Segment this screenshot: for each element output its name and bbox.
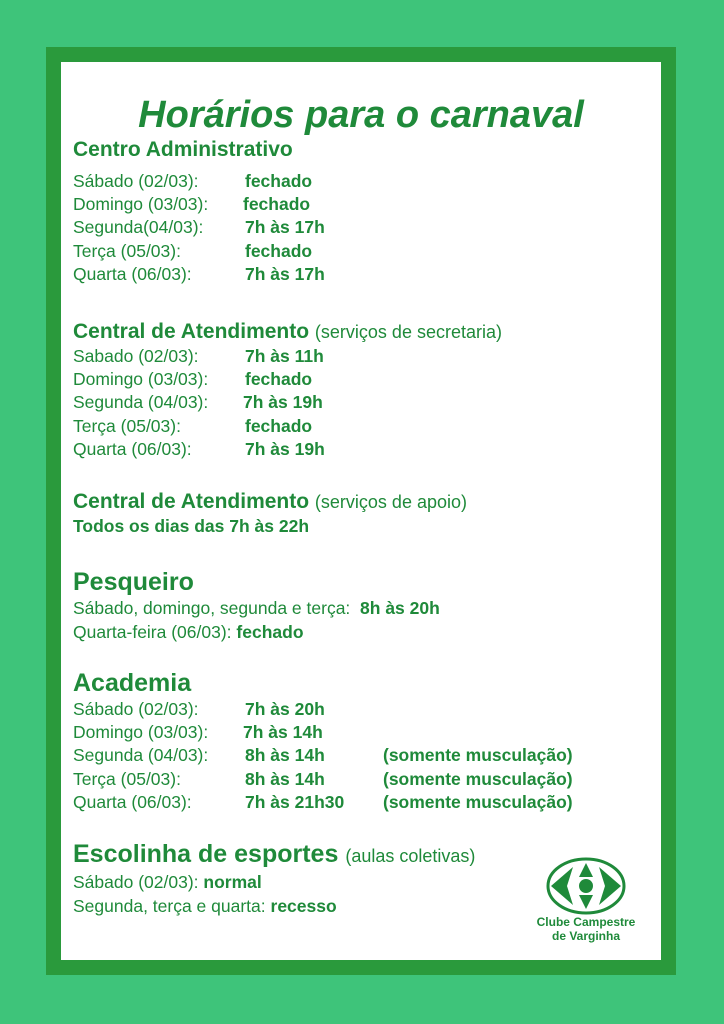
section-heading: Academia — [73, 669, 192, 697]
note-value: (somente musculação) — [383, 745, 573, 766]
section-heading-text: Central de Atendimento — [73, 490, 310, 513]
hours-value: 7h às 14h — [243, 722, 323, 743]
schedule-line: Todos os dias das 7h às 22h — [73, 516, 310, 536]
schedule-row — [73, 768, 653, 791]
hours-value: 7h às 17h — [245, 263, 325, 284]
day-label: Segunda, terça e quarta: — [73, 895, 266, 916]
schedule-row — [73, 368, 653, 391]
day-label: Sábado (02/03): — [73, 699, 199, 719]
day-label: Sábado, domingo, segunda e terça: — [73, 598, 351, 618]
hours-value: 8h às 14h — [245, 768, 325, 789]
day-label: Sábado (02/03): — [73, 872, 199, 892]
schedule-row — [73, 721, 653, 744]
logo-text-line2: de Varginha — [551, 929, 621, 943]
poster-panel — [61, 62, 661, 960]
day-label: Quarta (06/03): — [73, 438, 192, 459]
schedule-row — [73, 415, 653, 438]
hours-value: fechado — [245, 369, 313, 390]
section-note: (aulas coletivas) — [345, 846, 476, 866]
schedule-row — [73, 791, 653, 814]
note-value: (somente musculação) — [383, 768, 573, 789]
schedule-row — [73, 438, 653, 461]
section-heading-text: Escolinha de esportes — [73, 840, 339, 868]
hours-value: fechado — [236, 621, 304, 642]
logo-text-line1: Clube Campestre — [536, 915, 636, 929]
club-emblem-icon — [545, 857, 627, 915]
schedule-row — [73, 170, 653, 193]
hours-value: 7h às 19h — [243, 392, 323, 413]
section-note: (serviços de secretaria) — [314, 322, 502, 342]
hours-value: 7h às 20h — [245, 699, 325, 719]
schedule-row — [73, 216, 653, 239]
section-pesqueiro — [73, 567, 653, 644]
day-label: Quarta-feira (06/03): — [73, 621, 232, 642]
poster-title: Horários para o carnaval — [138, 94, 584, 136]
hours-value: 8h às 14h — [245, 745, 325, 766]
section-heading: Pesqueiro — [73, 568, 194, 596]
section-heading — [73, 319, 653, 345]
section-central-apoio — [73, 489, 653, 539]
hours-value: 8h às 20h — [360, 598, 440, 618]
day-label: Domingo (03/03): — [73, 722, 209, 743]
day-label: Segunda (04/03): — [73, 745, 209, 766]
day-label: Sábado (02/03): — [73, 171, 199, 191]
schedule-row — [73, 698, 653, 721]
hours-value: 7h às 19h — [245, 438, 325, 459]
hours-value: 7h às 21h30 — [245, 791, 345, 812]
schedule-row — [73, 744, 653, 767]
hours-value: 7h às 11h — [245, 346, 324, 366]
schedule-row — [73, 391, 653, 414]
poster-frame — [46, 47, 676, 975]
section-central-secretaria — [73, 319, 653, 461]
section-note: (serviços de apoio) — [314, 492, 467, 512]
schedule-row — [73, 263, 653, 286]
schedule-line — [73, 621, 653, 645]
club-logo — [516, 857, 656, 957]
schedule-row — [73, 240, 653, 263]
day-label: Domingo (03/03): — [73, 194, 209, 215]
hours-value: fechado — [245, 415, 313, 436]
day-label: Quarta (06/03): — [73, 791, 192, 812]
note-value: (somente musculação) — [383, 791, 573, 812]
day-label: Sabado (02/03): — [73, 346, 199, 366]
day-label: Domingo (03/03): — [73, 369, 209, 390]
day-label: Terça (05/03): — [73, 768, 181, 789]
day-label: Segunda (04/03): — [73, 392, 209, 413]
day-label: Terça (05/03): — [73, 415, 181, 436]
day-label: Quarta (06/03): — [73, 263, 192, 284]
day-label: Terça (05/03): — [73, 240, 181, 261]
day-label: Segunda(04/03): — [73, 217, 204, 238]
hours-value: fechado — [245, 240, 313, 261]
section-centro-administrativo — [73, 137, 653, 286]
section-academia — [73, 668, 653, 814]
hours-value: 7h às 17h — [245, 217, 325, 238]
schedule-row — [73, 345, 653, 368]
hours-value: fechado — [245, 171, 313, 191]
schedule-row — [73, 193, 653, 216]
hours-value: normal — [203, 872, 262, 892]
section-heading-text: Central de Atendimento — [73, 320, 310, 343]
section-heading: Centro Administrativo — [73, 138, 293, 161]
schedule-line — [73, 597, 653, 621]
section-heading — [73, 489, 653, 515]
hours-value: recesso — [270, 895, 337, 916]
hours-value: fechado — [243, 194, 311, 215]
